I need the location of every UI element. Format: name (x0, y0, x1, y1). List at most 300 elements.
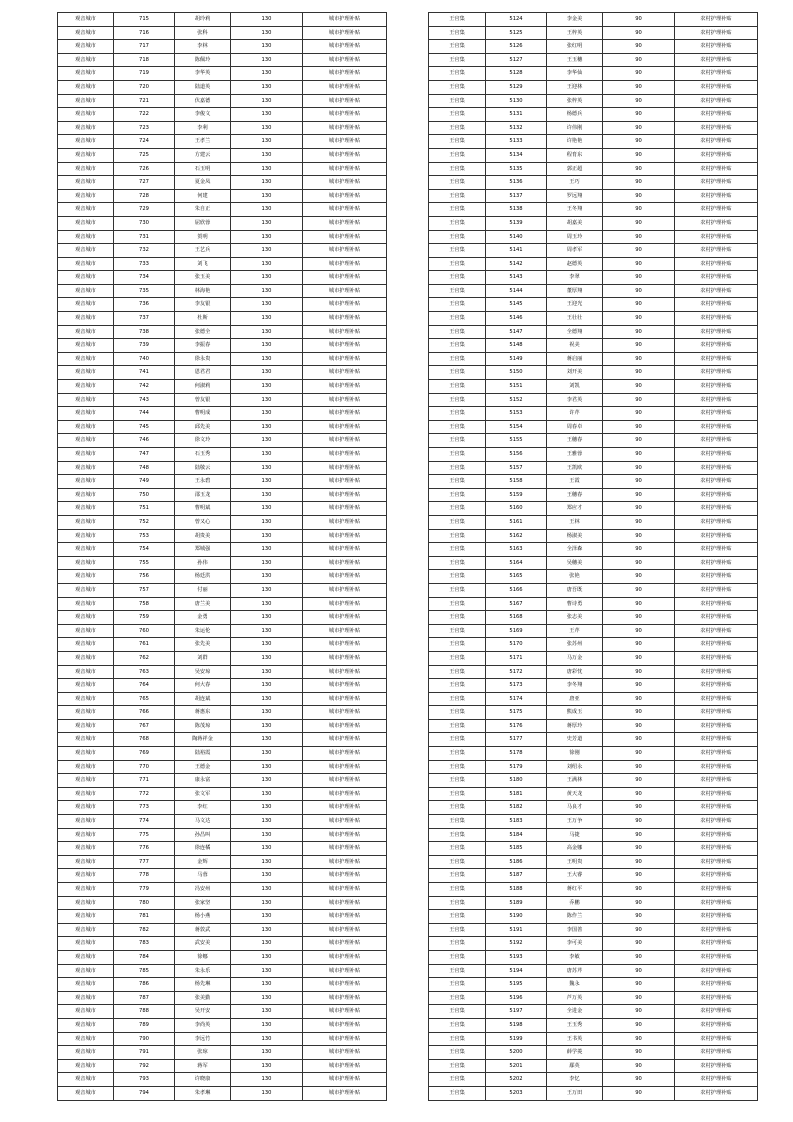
subsidy-type-cell: 城市护理补贴 (303, 923, 387, 937)
subsidy-type-cell: 城市护理补贴 (303, 1059, 387, 1073)
district-cell: 观音城市 (58, 40, 114, 54)
table-row (429, 475, 758, 489)
table-row (429, 1018, 758, 1032)
amount-cell: 90 (603, 108, 675, 122)
serial-number-cell: 5187 (486, 869, 547, 883)
district-cell: 王官集 (429, 53, 486, 67)
serial-number-cell: 793 (114, 1073, 175, 1087)
person-name-cell: 唐苏芹 (547, 964, 603, 978)
serial-number-cell: 5171 (486, 651, 547, 665)
serial-number-cell: 758 (114, 597, 175, 611)
district-cell: 观音城市 (58, 230, 114, 244)
amount-cell: 90 (603, 393, 675, 407)
serial-number-cell: 753 (114, 529, 175, 543)
subsidy-type-cell: 城市护理补贴 (303, 108, 387, 122)
person-name-cell: 刘绍永 (547, 760, 603, 774)
table-row (58, 366, 387, 380)
subsidy-type-cell: 城市护理补贴 (303, 475, 387, 489)
district-cell: 王官集 (429, 801, 486, 815)
serial-number-cell: 762 (114, 651, 175, 665)
person-name-cell: 冯安州 (175, 883, 231, 897)
person-name-cell: 许伟刚 (547, 121, 603, 135)
serial-number-cell: 727 (114, 176, 175, 190)
subsidy-type-cell: 城市护理补贴 (303, 148, 387, 162)
table-row (429, 651, 758, 665)
subsidy-type-cell: 城市护理补贴 (303, 529, 387, 543)
table-row (429, 638, 758, 652)
district-cell: 观音城市 (58, 869, 114, 883)
amount-cell: 90 (603, 475, 675, 489)
subsidy-type-cell: 农村护理补贴 (675, 502, 758, 516)
amount-cell: 90 (603, 203, 675, 217)
person-name-cell: 陶蒋祥金 (175, 733, 231, 747)
serial-number-cell: 5196 (486, 991, 547, 1005)
subsidy-type-cell: 农村护理补贴 (675, 407, 758, 421)
serial-number-cell: 5203 (486, 1086, 547, 1100)
district-cell: 观音城市 (58, 339, 114, 353)
person-name-cell: 刘飞 (175, 257, 231, 271)
serial-number-cell: 739 (114, 339, 175, 353)
district-cell: 观音城市 (58, 1073, 114, 1087)
serial-number-cell: 718 (114, 53, 175, 67)
serial-number-cell: 725 (114, 148, 175, 162)
serial-number-cell: 778 (114, 869, 175, 883)
subsidy-type-cell: 城市护理补贴 (303, 257, 387, 271)
person-name-cell: 王霞 (547, 475, 603, 489)
subsidy-type-cell: 城市护理补贴 (303, 230, 387, 244)
subsidy-type-cell: 城市护理补贴 (303, 271, 387, 285)
serial-number-cell: 756 (114, 570, 175, 584)
table-row (429, 950, 758, 964)
subsidy-type-cell: 城市护理补贴 (303, 1005, 387, 1019)
table-row (429, 216, 758, 230)
table-row (58, 896, 387, 910)
table-row (429, 747, 758, 761)
table-row (58, 1046, 387, 1060)
table-row (58, 339, 387, 353)
district-cell: 观音城市 (58, 298, 114, 312)
serial-number-cell: 740 (114, 352, 175, 366)
person-name-cell: 王穗春 (547, 434, 603, 448)
table-row (429, 230, 758, 244)
subsidy-type-cell: 城市护理补贴 (303, 624, 387, 638)
subsidy-type-cell: 农村护理补贴 (675, 244, 758, 258)
district-cell: 观音城市 (58, 80, 114, 94)
subsidy-type-cell: 城市护理补贴 (303, 80, 387, 94)
subsidy-type-cell: 城市护理补贴 (303, 135, 387, 149)
subsidy-type-cell: 农村护理补贴 (675, 475, 758, 489)
subsidy-type-cell: 城市护理补贴 (303, 94, 387, 108)
table-row (429, 1086, 758, 1100)
district-cell: 王官集 (429, 543, 486, 557)
district-cell: 王官集 (429, 203, 486, 217)
serial-number-cell: 724 (114, 135, 175, 149)
district-cell: 王官集 (429, 176, 486, 190)
person-name-cell: 武安美 (175, 937, 231, 951)
serial-number-cell: 730 (114, 216, 175, 230)
table-row (58, 1005, 387, 1019)
person-name-cell: 蒋军 (175, 1059, 231, 1073)
district-cell: 观音城市 (58, 108, 114, 122)
person-name-cell: 吴穗美 (547, 556, 603, 570)
district-cell: 观音城市 (58, 801, 114, 815)
serial-number-cell: 5130 (486, 94, 547, 108)
subsidy-type-cell: 农村护理补贴 (675, 162, 758, 176)
serial-number-cell: 764 (114, 679, 175, 693)
table-row (429, 1005, 758, 1019)
subsidy-type-cell: 农村护理补贴 (675, 842, 758, 856)
subsidy-type-cell: 城市护理补贴 (303, 312, 387, 326)
district-cell: 王官集 (429, 515, 486, 529)
amount-cell: 130 (231, 393, 303, 407)
table-row (58, 135, 387, 149)
district-cell: 观音城市 (58, 692, 114, 706)
person-name-cell: 朱永乐 (175, 964, 231, 978)
amount-cell: 130 (231, 815, 303, 829)
subsidy-type-cell: 城市护理补贴 (303, 502, 387, 516)
amount-cell: 90 (603, 271, 675, 285)
district-cell: 观音城市 (58, 787, 114, 801)
serial-number-cell: 5132 (486, 121, 547, 135)
person-name-cell: 王迎光 (547, 298, 603, 312)
subsidy-type-cell: 城市护理补贴 (303, 26, 387, 40)
subsidy-type-cell: 农村护理补贴 (675, 135, 758, 149)
serial-number-cell: 5150 (486, 366, 547, 380)
district-cell: 观音城市 (58, 828, 114, 842)
amount-cell: 130 (231, 896, 303, 910)
serial-number-cell: 789 (114, 1018, 175, 1032)
subsidy-type-cell: 农村护理补贴 (675, 366, 758, 380)
amount-cell: 130 (231, 747, 303, 761)
person-name-cell: 祝美 (547, 339, 603, 353)
person-name-cell: 高金娜 (547, 842, 603, 856)
district-cell: 观音城市 (58, 176, 114, 190)
amount-cell: 90 (603, 80, 675, 94)
district-cell: 观音城市 (58, 665, 114, 679)
person-name-cell: 徐刚 (547, 747, 603, 761)
serial-number-cell: 760 (114, 624, 175, 638)
person-name-cell: 李友银 (175, 298, 231, 312)
subsidy-type-cell: 农村护理补贴 (675, 515, 758, 529)
serial-number-cell: 784 (114, 950, 175, 964)
serial-number-cell: 5175 (486, 706, 547, 720)
district-cell: 王官集 (429, 556, 486, 570)
amount-cell: 130 (231, 1005, 303, 1019)
amount-cell: 90 (603, 230, 675, 244)
person-name-cell: 屈欣蓉 (175, 216, 231, 230)
amount-cell: 90 (603, 638, 675, 652)
person-name-cell: 许芹 (547, 407, 603, 421)
person-name-cell: 李国善 (547, 923, 603, 937)
subsidy-type-cell: 农村护理补贴 (675, 543, 758, 557)
district-cell: 王官集 (429, 692, 486, 706)
amount-cell: 130 (231, 570, 303, 584)
person-name-cell: 郭正超 (547, 162, 603, 176)
subsidy-type-cell: 城市护理补贴 (303, 692, 387, 706)
subsidy-type-cell: 农村护理补贴 (675, 679, 758, 693)
district-cell: 王官集 (429, 665, 486, 679)
table-row (58, 733, 387, 747)
subsidy-type-cell: 城市护理补贴 (303, 638, 387, 652)
person-name-cell: 马蓉 (175, 869, 231, 883)
serial-number-cell: 5180 (486, 774, 547, 788)
table-row (58, 244, 387, 258)
serial-number-cell: 5176 (486, 719, 547, 733)
district-cell: 王官集 (429, 366, 486, 380)
district-cell: 王官集 (429, 271, 486, 285)
table-row (429, 1032, 758, 1046)
subsidy-type-cell: 城市护理补贴 (303, 461, 387, 475)
amount-cell: 90 (603, 1046, 675, 1060)
person-name-cell: 胡连斌 (175, 692, 231, 706)
amount-cell: 90 (603, 448, 675, 462)
person-name-cell: 李翠 (547, 271, 603, 285)
amount-cell: 130 (231, 611, 303, 625)
person-name-cell: 王雅蓉 (547, 448, 603, 462)
person-name-cell: 李华仙 (547, 67, 603, 81)
district-cell: 王官集 (429, 815, 486, 829)
district-cell: 观音城市 (58, 1046, 114, 1060)
amount-cell: 90 (603, 502, 675, 516)
person-name-cell: 唐兰美 (175, 597, 231, 611)
subsidy-type-cell: 城市护理补贴 (303, 896, 387, 910)
person-name-cell: 杨先琳 (175, 978, 231, 992)
person-name-cell: 王穗春 (547, 488, 603, 502)
amount-cell: 130 (231, 26, 303, 40)
amount-cell: 90 (603, 760, 675, 774)
table-row (429, 842, 758, 856)
amount-cell: 90 (603, 556, 675, 570)
amount-cell: 130 (231, 719, 303, 733)
person-name-cell: 唐彩忱 (547, 665, 603, 679)
table-row (58, 665, 387, 679)
subsidy-type-cell: 城市护理补贴 (303, 325, 387, 339)
table-row (429, 162, 758, 176)
table-row (58, 964, 387, 978)
amount-cell: 90 (603, 923, 675, 937)
subsidy-type-cell: 农村护理补贴 (675, 67, 758, 81)
amount-cell: 90 (603, 842, 675, 856)
district-cell: 王官集 (429, 244, 486, 258)
district-cell: 王官集 (429, 651, 486, 665)
serial-number-cell: 5133 (486, 135, 547, 149)
serial-number-cell: 5149 (486, 352, 547, 366)
subsidy-type-cell: 农村护理补贴 (675, 978, 758, 992)
serial-number-cell: 744 (114, 407, 175, 421)
subsidy-type-cell: 农村护理补贴 (675, 203, 758, 217)
serial-number-cell: 769 (114, 747, 175, 761)
subsidy-type-cell: 城市护理补贴 (303, 747, 387, 761)
serial-number-cell: 5200 (486, 1046, 547, 1060)
subsidy-type-cell: 农村护理补贴 (675, 747, 758, 761)
table-row (58, 624, 387, 638)
table-row (58, 910, 387, 924)
serial-number-cell: 5182 (486, 801, 547, 815)
serial-number-cell: 5194 (486, 964, 547, 978)
district-cell: 王官集 (429, 869, 486, 883)
subsidy-type-cell: 城市护理补贴 (303, 950, 387, 964)
person-name-cell: 周孝军 (547, 244, 603, 258)
serial-number-cell: 779 (114, 883, 175, 897)
table-row (429, 407, 758, 421)
amount-cell: 130 (231, 108, 303, 122)
amount-cell: 90 (603, 325, 675, 339)
table-row (429, 760, 758, 774)
amount-cell: 90 (603, 1005, 675, 1019)
subsidy-type-cell: 农村护理补贴 (675, 352, 758, 366)
serial-number-cell: 5127 (486, 53, 547, 67)
table-row (58, 869, 387, 883)
subsidy-type-cell: 城市护理补贴 (303, 706, 387, 720)
serial-number-cell: 5185 (486, 842, 547, 856)
table-row (58, 801, 387, 815)
subsidy-type-cell: 城市护理补贴 (303, 733, 387, 747)
amount-cell: 130 (231, 842, 303, 856)
amount-cell: 90 (603, 543, 675, 557)
subsidy-type-cell: 城市护理补贴 (303, 679, 387, 693)
amount-cell: 90 (603, 964, 675, 978)
serial-number-cell: 5141 (486, 244, 547, 258)
subsidy-type-cell: 城市护理补贴 (303, 434, 387, 448)
person-name-cell: 张科 (175, 26, 231, 40)
district-cell: 王官集 (429, 896, 486, 910)
table-row (58, 543, 387, 557)
person-name-cell: 陈茂琼 (175, 719, 231, 733)
subsidy-type-cell: 农村护理补贴 (675, 420, 758, 434)
table-row (58, 747, 387, 761)
table-row (429, 991, 758, 1005)
district-cell: 王官集 (429, 719, 486, 733)
serial-number-cell: 721 (114, 94, 175, 108)
table-row (58, 787, 387, 801)
serial-number-cell: 767 (114, 719, 175, 733)
subsidy-type-cell: 农村护理补贴 (675, 176, 758, 190)
district-cell: 王官集 (429, 135, 486, 149)
subsidy-type-cell: 农村护理补贴 (675, 121, 758, 135)
person-name-cell: 蒋厚玲 (547, 719, 603, 733)
person-name-cell: 唐吾既 (547, 583, 603, 597)
subsidy-type-cell: 农村护理补贴 (675, 488, 758, 502)
person-name-cell: 徐连橘 (175, 842, 231, 856)
subsidy-type-cell: 城市护理补贴 (303, 393, 387, 407)
person-name-cell: 鄢英 (547, 1059, 603, 1073)
table-row (58, 651, 387, 665)
amount-cell: 130 (231, 352, 303, 366)
amount-cell: 90 (603, 284, 675, 298)
amount-cell: 130 (231, 1018, 303, 1032)
table-row (429, 883, 758, 897)
table-row (429, 937, 758, 951)
table-row (429, 570, 758, 584)
person-name-cell: 马捷 (547, 828, 603, 842)
district-cell: 王官集 (429, 461, 486, 475)
person-name-cell: 乔鹏 (547, 896, 603, 910)
person-name-cell: 赵德英 (547, 257, 603, 271)
serial-number-cell: 5188 (486, 883, 547, 897)
subsidy-type-cell: 农村护理补贴 (675, 760, 758, 774)
serial-number-cell: 5177 (486, 733, 547, 747)
table-row (429, 80, 758, 94)
subsidy-type-cell: 城市护理补贴 (303, 40, 387, 54)
subsidy-type-cell: 城市护理补贴 (303, 556, 387, 570)
person-name-cell: 张德全 (175, 325, 231, 339)
district-cell: 观音城市 (58, 679, 114, 693)
subsidy-type-cell: 农村护理补贴 (675, 787, 758, 801)
person-name-cell: 张红明 (547, 40, 603, 54)
right-table (428, 12, 758, 1101)
district-cell: 王官集 (429, 774, 486, 788)
serial-number-cell: 5163 (486, 543, 547, 557)
district-cell: 王官集 (429, 189, 486, 203)
subsidy-type-cell: 农村护理补贴 (675, 774, 758, 788)
table-row (429, 366, 758, 380)
amount-cell: 90 (603, 1032, 675, 1046)
serial-number-cell: 5198 (486, 1018, 547, 1032)
amount-cell: 90 (603, 597, 675, 611)
amount-cell: 130 (231, 1086, 303, 1100)
person-name-cell: 蒋启丽 (547, 352, 603, 366)
table-row (429, 787, 758, 801)
serial-number-cell: 742 (114, 380, 175, 394)
district-cell: 王官集 (429, 923, 486, 937)
table-row (58, 692, 387, 706)
serial-number-cell: 750 (114, 488, 175, 502)
serial-number-cell: 785 (114, 964, 175, 978)
amount-cell: 90 (603, 978, 675, 992)
serial-number-cell: 5138 (486, 203, 547, 217)
person-name-cell: 王玉穗 (547, 53, 603, 67)
person-name-cell: 曹诗勇 (547, 597, 603, 611)
serial-number-cell: 761 (114, 638, 175, 652)
table-row (429, 339, 758, 353)
person-name-cell: 唐亚 (547, 692, 603, 706)
amount-cell: 130 (231, 556, 303, 570)
subsidy-type-cell: 城市护理补贴 (303, 176, 387, 190)
table-row (429, 108, 758, 122)
subsidy-type-cell: 城市护理补贴 (303, 216, 387, 230)
amount-cell: 130 (231, 515, 303, 529)
table-row (58, 679, 387, 693)
person-name-cell: 徐永贵 (175, 352, 231, 366)
table-row (429, 1046, 758, 1060)
amount-cell: 130 (231, 380, 303, 394)
subsidy-type-cell: 农村护理补贴 (675, 964, 758, 978)
person-name-cell: 孙昌叫 (175, 828, 231, 842)
serial-number-cell: 5190 (486, 910, 547, 924)
serial-number-cell: 5154 (486, 420, 547, 434)
district-cell: 王官集 (429, 950, 486, 964)
subsidy-type-cell: 农村护理补贴 (675, 597, 758, 611)
district-cell: 观音城市 (58, 26, 114, 40)
serial-number-cell: 766 (114, 706, 175, 720)
subsidy-type-cell: 城市护理补贴 (303, 651, 387, 665)
amount-cell: 130 (231, 597, 303, 611)
subsidy-type-cell: 城市护理补贴 (303, 964, 387, 978)
subsidy-type-cell: 城市护理补贴 (303, 597, 387, 611)
table-row (429, 774, 758, 788)
district-cell: 观音城市 (58, 855, 114, 869)
table-row (429, 1073, 758, 1087)
amount-cell: 130 (231, 40, 303, 54)
person-name-cell: 罗远翔 (547, 189, 603, 203)
person-name-cell: 张苏州 (547, 638, 603, 652)
amount-cell: 90 (603, 611, 675, 625)
serial-number-cell: 5140 (486, 230, 547, 244)
table-row (429, 244, 758, 258)
subsidy-type-cell: 农村护理补贴 (675, 148, 758, 162)
amount-cell: 130 (231, 284, 303, 298)
table-row (58, 815, 387, 829)
